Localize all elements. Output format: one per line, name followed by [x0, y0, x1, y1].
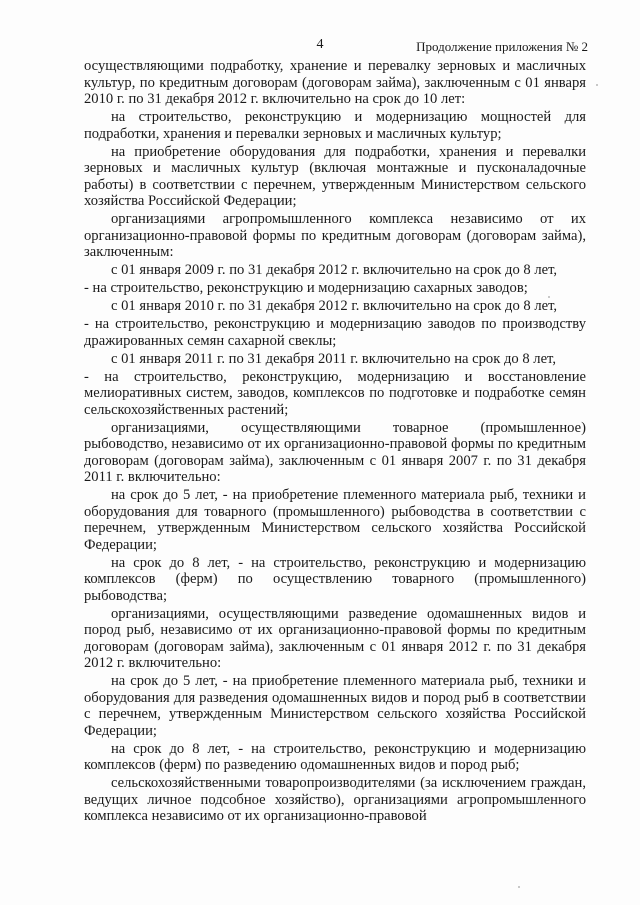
paragraph: с 01 января 2011 г. по 31 декабря 2011 г. включительно на срок до 8 лет, [111, 350, 556, 367]
paragraph: на срок до 8 лет, - на строительство, реконструкцию и модернизацию комплексов (ферм) по разведению одомашненных видов и пород рыб; [84, 740, 586, 773]
paragraph: на срок до 5 лет, - на приобретение племенного материала рыб, техники и оборудования для товарного (промышленного) рыбоводства в соответствии с перечнем, утвержденным Министерством сельского хозяйства Российской Федерации; [84, 487, 586, 553]
paragraph: на приобретение оборудования для подработки, хранения и перевалки зерновых и масличных культур (включая монтажные и пусконаладочные работы) в соответствии с перечнем, утвержденным Министерством сельского хозяйства Российской Федерации; [84, 143, 586, 209]
paragraph: организациями агропромышленного комплекса независимо от их организационно-правовой формы по кредитным договорам (договорам займа), заключенным: [84, 211, 586, 260]
paragraph: на срок до 8 лет, - на строительство, реконструкцию и модернизацию комплексов (ферм) по осуществлению товарного (промышленного) рыбоводства; [84, 554, 586, 604]
running-title: Продолжение приложения № 2 [416, 39, 588, 54]
page-number: 4 [316, 37, 324, 52]
paragraph: - на строительство, реконструкцию и модернизацию заводов по производству дражированных семян сахарной свеклы; [84, 316, 586, 349]
paragraph: осуществляющими подработку, хранение и перевалку зерновых и масличных культур, по кредитным договорам (договорам займа), заключенным с 01 января 2010 г. по 31 декабря 2012 г. включительно на срок до 10 лет: [84, 58, 586, 107]
paragraph: - на строительство, реконструкцию и модернизацию сахарных заводов; [84, 280, 528, 296]
paragraph: с 01 января 2009 г. по 31 декабря 2012 г. включительно на срок до 8 лет, [111, 262, 558, 278]
scan-speck [548, 296, 550, 298]
paragraph: организациями, осуществляющими разведение одомашненных видов и пород рыб, независимо от их организационно-правовой формы по кредитным договорам (договорам займа), заключенным с 01 января 2012 г. по 31 декабря 2012 г. включительно: [84, 605, 586, 671]
paragraph: на строительство, реконструкцию и модернизацию мощностей для подработки, хранения и перевалки зерновых и масличных культур; [84, 109, 586, 142]
document-body [84, 58, 586, 826]
paragraph: сельскохозяйственными товаропроизводителями (за исключением граждан, ведущих личное подсобное хозяйство), организациями агропромышленного комплекса независимо от их организационно-правовой [84, 775, 586, 824]
scan-speck [596, 84, 598, 86]
scan-speck [518, 886, 520, 888]
paragraph: на срок до 5 лет, - на приобретение племенного материала рыб, техники и оборудования для разведения одомашненных видов и пород рыб в соответствии с перечнем, утвержденным Министерством сельского хозяйства Российской Федерации; [84, 673, 586, 739]
paragraph: организациями, осуществляющими товарное (промышленное) рыбоводство, независимо от их организационно-правовой формы по кредитным договорам (договорам займа), заключенным с 01 января 2007 г. по 31 декабря 2011 г. включительно: [84, 419, 586, 485]
paragraph: с 01 января 2010 г. по 31 декабря 2012 г. включительно на срок до 8 лет, [111, 298, 558, 314]
paragraph: - на строительство, реконструкцию, модернизацию и восстановление мелиоративных систем, заводов, комплексов по подготовке и подработке семян сельскохозяйственных растений; [84, 368, 586, 418]
